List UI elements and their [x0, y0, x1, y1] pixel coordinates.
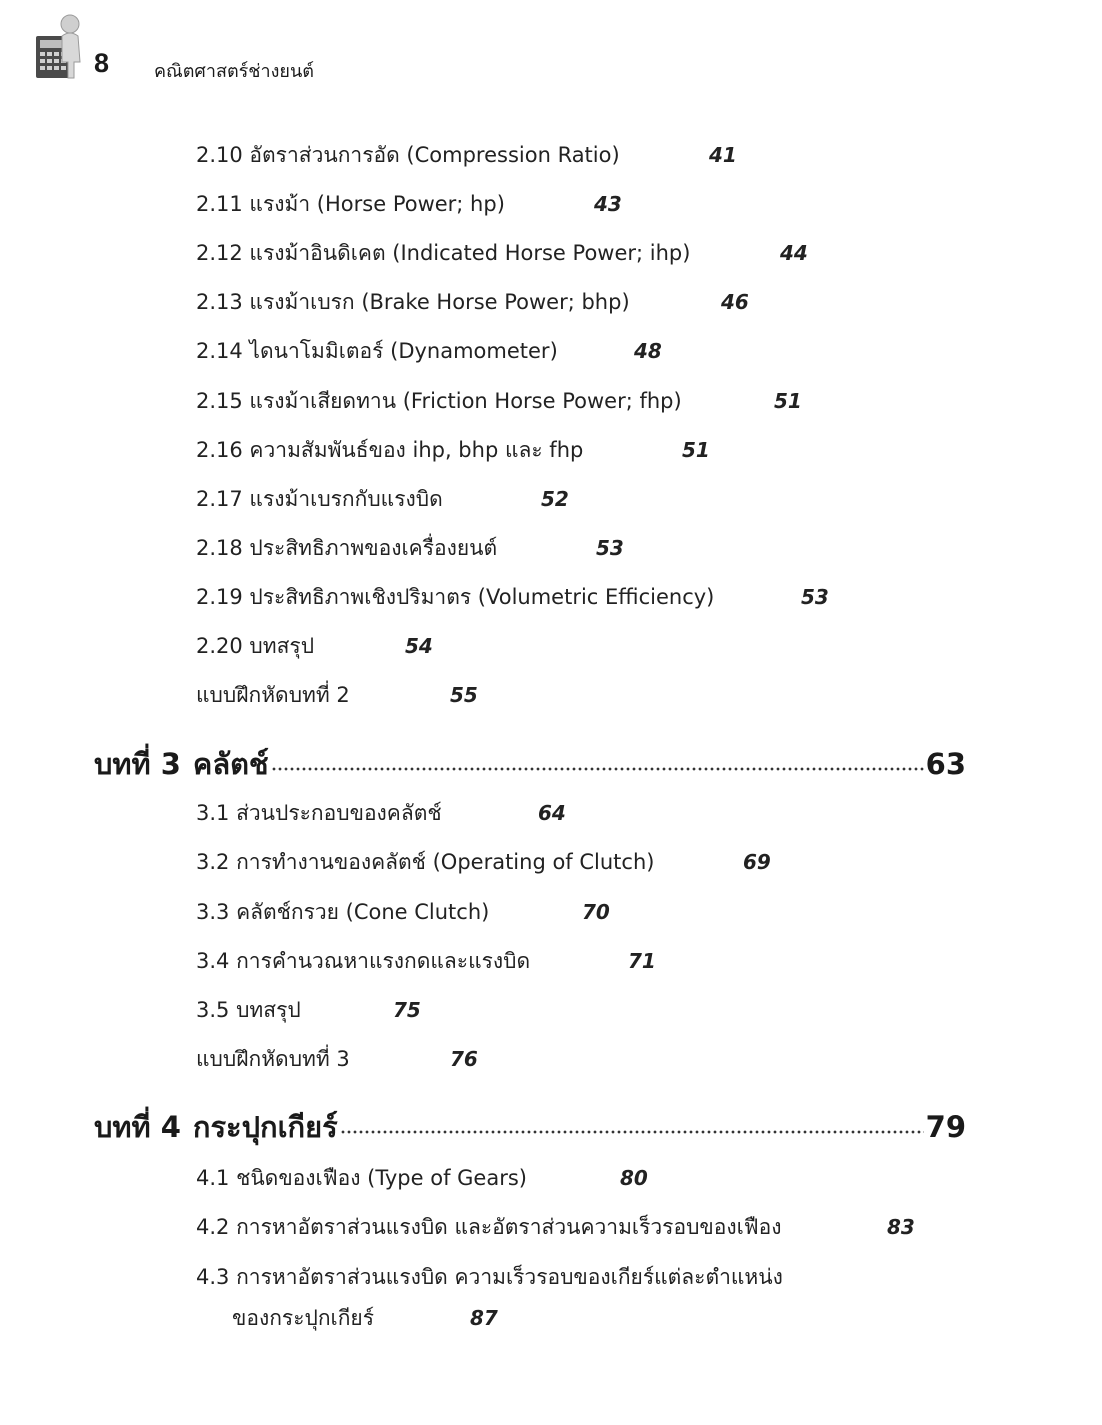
- toc-entry-page: 48: [634, 339, 662, 363]
- chapter-number: บทที่ 4: [94, 1110, 181, 1144]
- toc-entry-page: 64: [538, 801, 566, 825]
- toc-entry[interactable]: [196, 331, 662, 371]
- toc-entry-text: 2.20 บทสรุป: [196, 634, 315, 658]
- toc-entry[interactable]: [196, 479, 569, 519]
- toc-entry-text: 2.18 ประสิทธิภาพของเครื่องยนต์: [196, 536, 498, 560]
- toc-entry-page: 54: [405, 634, 433, 658]
- toc-entry-page: 70: [582, 900, 610, 924]
- dot-leader: [271, 767, 924, 771]
- page-number: 8: [94, 48, 110, 78]
- toc-entry[interactable]: [196, 1039, 478, 1079]
- toc-entry-page: 44: [780, 241, 808, 265]
- toc-entry-text: 2.15 แรงม้าเสียดทาน (Friction Horse Power; fhp): [196, 389, 682, 413]
- toc-entry-text: ของกระปุกเกียร์: [232, 1306, 375, 1330]
- toc-entry-text: 3.4 การคำนวณหาแรงกดและแรงบิด: [196, 949, 531, 973]
- toc-entry-page: 52: [541, 487, 569, 511]
- toc-entry-text: แบบฝึกหัดบทที่ 3: [196, 1047, 350, 1071]
- toc-entry-text: 4.3 การหาอัตราส่วนแรงบิด ความเร็วรอบของเกียร์แต่ละตำแหน่ง: [196, 1265, 783, 1289]
- toc-entry-text: 2.11 แรงม้า (Horse Power; hp): [196, 192, 505, 216]
- toc-entry-text: 3.3 คลัตช์กรวย (Cone Clutch): [196, 900, 490, 924]
- toc-entry[interactable]: [196, 135, 737, 175]
- chapter-heading[interactable]: [94, 1104, 966, 1148]
- toc-entry-page: 53: [596, 536, 624, 560]
- chapter-title: กระปุกเกียร์: [192, 1110, 338, 1144]
- toc-entry[interactable]: [196, 941, 656, 981]
- toc-entry-text: แบบฝึกหัดบทที่ 2: [196, 683, 350, 707]
- toc-entry-page: 83: [887, 1215, 915, 1239]
- chapter-page: 63: [925, 747, 966, 781]
- toc-entry-text: 3.2 การทำงานของคลัตช์ (Operating of Clutch): [196, 850, 655, 874]
- toc-entry-text: 3.1 ส่วนประกอบของคลัตช์: [196, 801, 442, 825]
- toc-entry-page: 87: [470, 1306, 498, 1330]
- toc-entry[interactable]: [196, 1207, 915, 1247]
- toc-entry-page: 53: [801, 585, 829, 609]
- chapter-heading[interactable]: [94, 741, 966, 785]
- toc-entry-page: 41: [709, 143, 737, 167]
- toc-entry[interactable]: [196, 1257, 783, 1297]
- chapter-number: บทที่ 3: [94, 747, 181, 781]
- toc-entry-page: 46: [721, 290, 749, 314]
- toc-entry[interactable]: [196, 184, 622, 224]
- running-title: คณิตศาสตร์ช่างยนต์: [154, 61, 314, 82]
- toc-entry-page: 43: [594, 192, 622, 216]
- toc-entry-text: 2.17 แรงม้าเบรกกับแรงบิด: [196, 487, 443, 511]
- toc-entry-page: 69: [743, 850, 771, 874]
- toc-entry-text: 4.1 ชนิดของเฟือง (Type of Gears): [196, 1166, 527, 1190]
- toc-entry-page: 75: [393, 998, 421, 1022]
- toc-entry[interactable]: [196, 626, 433, 666]
- toc-entry[interactable]: [196, 842, 771, 882]
- dot-leader: [340, 1130, 924, 1134]
- toc-entry-page: 76: [450, 1047, 478, 1071]
- toc-entry-continuation[interactable]: [232, 1298, 498, 1338]
- toc-entry[interactable]: [196, 381, 802, 421]
- toc-entry-page: 80: [620, 1166, 648, 1190]
- toc-entry[interactable]: [196, 990, 421, 1030]
- toc-entry-text: 2.10 อัตราส่วนการอัด (Compression Ratio): [196, 143, 620, 167]
- toc-entry-text: 4.2 การหาอัตราส่วนแรงบิด และอัตราส่วนความเร็วรอบของเฟือง: [196, 1215, 782, 1239]
- toc-entry[interactable]: [196, 793, 566, 833]
- toc-entry-text: 2.16 ความสัมพันธ์ของ ihp, bhp และ fhp: [196, 438, 584, 462]
- toc-entry[interactable]: [196, 528, 624, 568]
- toc-entry[interactable]: [196, 282, 749, 322]
- toc-entry[interactable]: [196, 233, 808, 273]
- toc-entry-page: 71: [628, 949, 656, 973]
- calculator-person-icon: [34, 14, 84, 80]
- toc-entry-text: 2.12 แรงม้าอินดิเคต (Indicated Horse Power; ihp): [196, 241, 691, 265]
- toc-entry[interactable]: [196, 1158, 648, 1198]
- toc-entry-page: 55: [450, 683, 478, 707]
- toc-entry-page: 51: [682, 438, 710, 462]
- chapter-page: 79: [925, 1110, 966, 1144]
- toc-entry-text: 2.14 ไดนาโมมิเตอร์ (Dynamometer): [196, 339, 558, 363]
- toc-entry-text: 2.19 ประสิทธิภาพเชิงปริมาตร (Volumetric Efficiency): [196, 585, 715, 609]
- toc-entry[interactable]: [196, 577, 829, 617]
- toc-entry-text: 2.13 แรงม้าเบรก (Brake Horse Power; bhp): [196, 290, 630, 314]
- toc-entry-text: 3.5 บทสรุป: [196, 998, 301, 1022]
- toc-entry[interactable]: [196, 892, 610, 932]
- toc-entry[interactable]: [196, 430, 710, 470]
- chapter-title: คลัตช์: [192, 747, 269, 781]
- toc-entry[interactable]: [196, 675, 478, 715]
- toc-entry-page: 51: [774, 389, 802, 413]
